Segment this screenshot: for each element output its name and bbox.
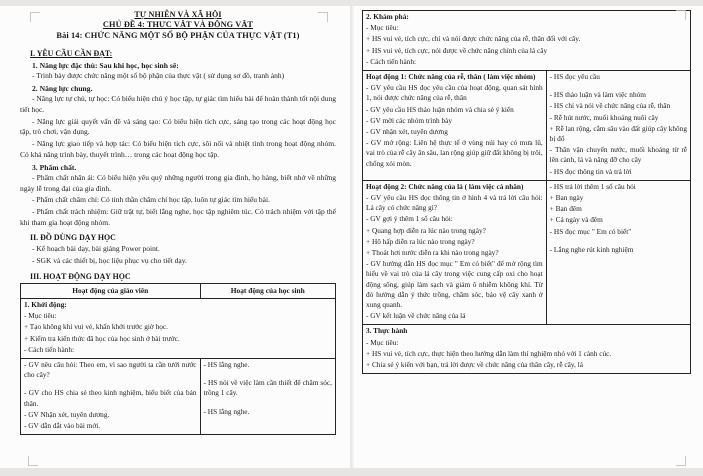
cell-text: - Mục tiêu: [24,311,57,321]
cell-spacer [204,371,332,378]
paragraph: - Năng lực giải quyết vấn đề và sáng tạo: Có biểu hiện tích cực, sáng tạo trong các hoạt động học tập, trò chơi, vận dụng. [20,116,336,137]
table-cell-full [363,325,691,374]
cell-text: 1. Khởi động: [24,300,67,310]
cell-text: - GV hướng dẫn HS đọc mục " Em có biết" để mở rộng tìm hiểu về vai trò của lá cây trong việc cung cấp oxi cho hoạt động sống, giúp làm sạch và giảm ô nhiễm không khí. Từ đó hướng dẫn ý thức trồng, chăm sóc, bảo vệ cây xanh ở xung quanh. [366,259,543,310]
cell-text: Hoạt động 2: Chức năng của lá ( làm việc cá nhân) [366,181,524,191]
cell-spacer [204,400,332,407]
cell-text: - HS đọc mục " Em có biết" [549,226,632,236]
cell-text: - GV gợi ý thêm 1 số câu hỏi: [366,214,453,224]
cell-text: 2. Khám phá: [366,12,409,21]
cell-text: - HS trả lời thêm 1 số câu hỏi [549,181,636,191]
cell-text: + Chia sẻ ý kiến với bạn, trả lời được về chức năng của thân cây, rễ cây, lá [366,360,583,370]
table-header-row [21,283,336,298]
cell-text: - Lắng nghe rút kinh nghiệm [549,244,634,254]
table-cell-student [200,359,335,435]
cell-text: - Cách tiến hành: [366,56,417,66]
column-header-teacher: Hoạt động của giáo viên [21,283,201,298]
cell-text: - GV mở rộng: Liên hệ thực tế ở vùng núi hay có mưa lũ, vai trò của rễ cây ăn sâu, lan rộng giúp giữ đất không bị trôi, chống xói mòn. [366,138,543,168]
paragraph: - Trình bày được chức năng một số bộ phận của thực vật ( sử dụng sơ đồ, tranh ảnh) [32,70,285,80]
subsection-heading-qualities: 3. Phẩm chất. [32,163,77,173]
cell-text: + Tạo không khí vui vẻ, khấn khởi trước giờ học. [24,322,168,332]
cell-text: + Kiểm tra kiến thức đã học của học sinh ở bài trước. [24,333,180,343]
cell-text: - GV nhận xét, tuyên dương [366,127,448,137]
specific-competency-list [20,71,336,82]
cell-text: + Hô hấp diễn ra lúc nào trong ngày? [366,236,475,246]
cell-text: - Mục tiêu: [366,23,399,33]
subject-title: TỰ NHIÊN VÀ XÃ HỘI [134,10,222,19]
cell-text: - Mục tiêu: [366,337,399,347]
paragraph: - Phẩm chất chăm chỉ: Có tinh thần chăm chỉ học tập, luôn tự giác tìm hiểu bài. [32,195,270,205]
cell-text: - GV cho HS chia sẻ theo kinh nghiệm, hiểu biết của bản thân. [24,388,197,408]
paragraph: - Năng lực tự chủ, tự học: Có biểu hiện chú ý học tập, tự giác tìm hiểu bài để hoàn thành tốt nội dung tiết học. [20,94,336,114]
activity-table-body-right [363,11,691,374]
section-heading-requirements: I. YÊU CẦU CẦN ĐẠT: [30,48,113,58]
paragraph: - Phẩm chất nhân ái: Có biểu hiện yêu quý những người trong gia đình, họ hàng, biết nhớ về những ngày lễ trong đại của gia đình. [20,173,336,193]
table-cell-teacher [363,180,547,325]
cell-text: + Quang hợp diễn ra lúc nào trong ngày? [366,225,486,235]
table-row [363,71,691,181]
cell-spacer [550,238,687,245]
cell-spacer [550,83,687,90]
paragraph: - Kế hoạch bài dạy, bài giảng Power point. [32,244,160,254]
cell-text: - HS lắng nghe. [203,360,250,370]
cell-text: - GV yêu cầu HS đọc thông tin ở hình 4 và trả lời câu hỏi: Lá cây có chức năng gì? [366,193,543,213]
cell-text: - HS đọc yêu cầu [549,72,600,82]
cell-text: - HS nói về việc làm cần thiết để chăm sóc, trồng 1 cây. [203,378,332,398]
document-page-right [352,0,703,476]
cell-text: - GV yêu cầu HS đọc yêu cầu của hoạt động, quan sát hình 1, nói được chức năng của rễ, thân [366,83,543,103]
lesson-title: Bài 14: CHỨC NĂNG MỘT SỐ BỘ PHẬN CỦA THỰC VẬT (T1) [56,30,300,40]
general-competency-list [20,94,336,160]
activity-table-body-left [21,299,336,435]
paragraph: - SGK và các thiết bị, học liệu phục vụ cho tiết dạy. [32,256,187,266]
table-cell-teacher [363,71,547,181]
cell-text: - GV dẫn dắt vào bài mới. [24,421,101,431]
teaching-materials-list [20,244,336,266]
subsection-heading-general-competency: 2. Năng lực chung. [32,84,93,94]
table-row [363,11,691,71]
table-cell-full [21,299,336,359]
cell-text: + Cả ngày và đêm [549,215,603,225]
cell-text: - HS đọc thông tin và trả lời [549,166,632,176]
cell-text: - GV nêu câu hỏi: Theo em, vì sao người ta cần tưới nước cho cây? [24,360,197,380]
table-row [21,299,336,359]
document-title-block [20,10,336,42]
cell-text: - GV kết luận về chức năng của lá [366,311,466,321]
section-heading-teaching-materials: II. ĐỒ DÙNG DẠY HỌC [30,233,116,243]
cell-text: - HS chỉ và nói về chức năng của rễ, thân [549,101,671,111]
table-cell-student [546,71,690,181]
table-row [21,359,336,435]
cell-text: + Ban đêm [549,204,582,214]
cell-text: - Rễ hút nước, muối khoáng nuôi cây [549,112,659,122]
topic-title: CHỦ ĐỀ 4: THỰC VẬT VÀ ĐỘNG VẬT [102,20,254,30]
cell-text: + HS vui vẻ, tích cực, nói được về chức năng chính của lá cây [366,45,548,55]
activity-table-right [362,10,691,374]
cell-text: + HS vui vẻ, tích cực, chỉ và nói được chức năng của rễ, thân đối với cây. [366,34,581,44]
paragraph: - Phẩm chất trách nhiệm: Giữ trật tự, biết lắng nghe, học tập nghiêm túc. Có trách nhiệm với tập thể khi tham gia hoạt động nhóm. [20,207,336,227]
cell-spacer [24,381,197,388]
cell-text: + HS vui vẻ, tích cực, thực hiện theo hướng dẫn làm thí nghiệm nhỏ với 1 cành cúc. [366,348,612,358]
cell-text: + Rễ lan rộng, cắm sâu vào đất giúp cây không bị đổ [549,123,687,144]
cell-text: 3. Thực hành [366,326,408,336]
table-row [363,180,691,325]
cell-text: - GV mời các nhóm trình bày [366,115,452,125]
cell-text: - HS lắng nghe. [203,406,250,416]
activity-table-left [20,283,336,436]
table-row [363,325,691,374]
cell-text: - Thân vận chuyển nước, muối khoáng từ rễ lên cành, lá và nâng đỡ cho cây [549,145,687,165]
paragraph: - Năng lực giao tiếp và hợp tác: Có biểu hiện tích cực, sôi nổi và nhiệt tình trong hoạt động nhóm. Có khả năng trình bày, thuyết trình… trong các hoạt động học tập. [20,138,336,159]
section-heading-teaching-activities: III. HOẠT ĐỘNG DẠY HỌC [30,271,131,281]
table-cell-student [546,180,690,325]
subsection-heading-specific-competency: 1. Năng lực đặc thù: Sau khi học, học sinh sẽ: [32,60,179,70]
cell-text: - Cách tiến hành: [24,344,75,354]
table-cell-teacher [21,359,201,435]
cell-text: - GV yêu cầu HS thảo luận nhóm và chia sẻ ý kiến [366,104,514,114]
cell-text: Hoạt động 1: Chức năng của rễ, thân ( làm việc nhóm) [366,72,536,82]
qualities-list [20,173,336,228]
cell-text: - GV Nhận xét, tuyên dương. [24,409,110,419]
cell-text: + Ban ngày [549,193,584,203]
cell-text: + Thoát hơi nước diễn ra khi nào trong ngày? [366,248,499,258]
table-cell-full [363,11,691,71]
column-header-student: Hoạt động của học sinh [200,283,335,298]
cell-text: - HS thảo luận và làm việc nhóm [549,90,646,100]
